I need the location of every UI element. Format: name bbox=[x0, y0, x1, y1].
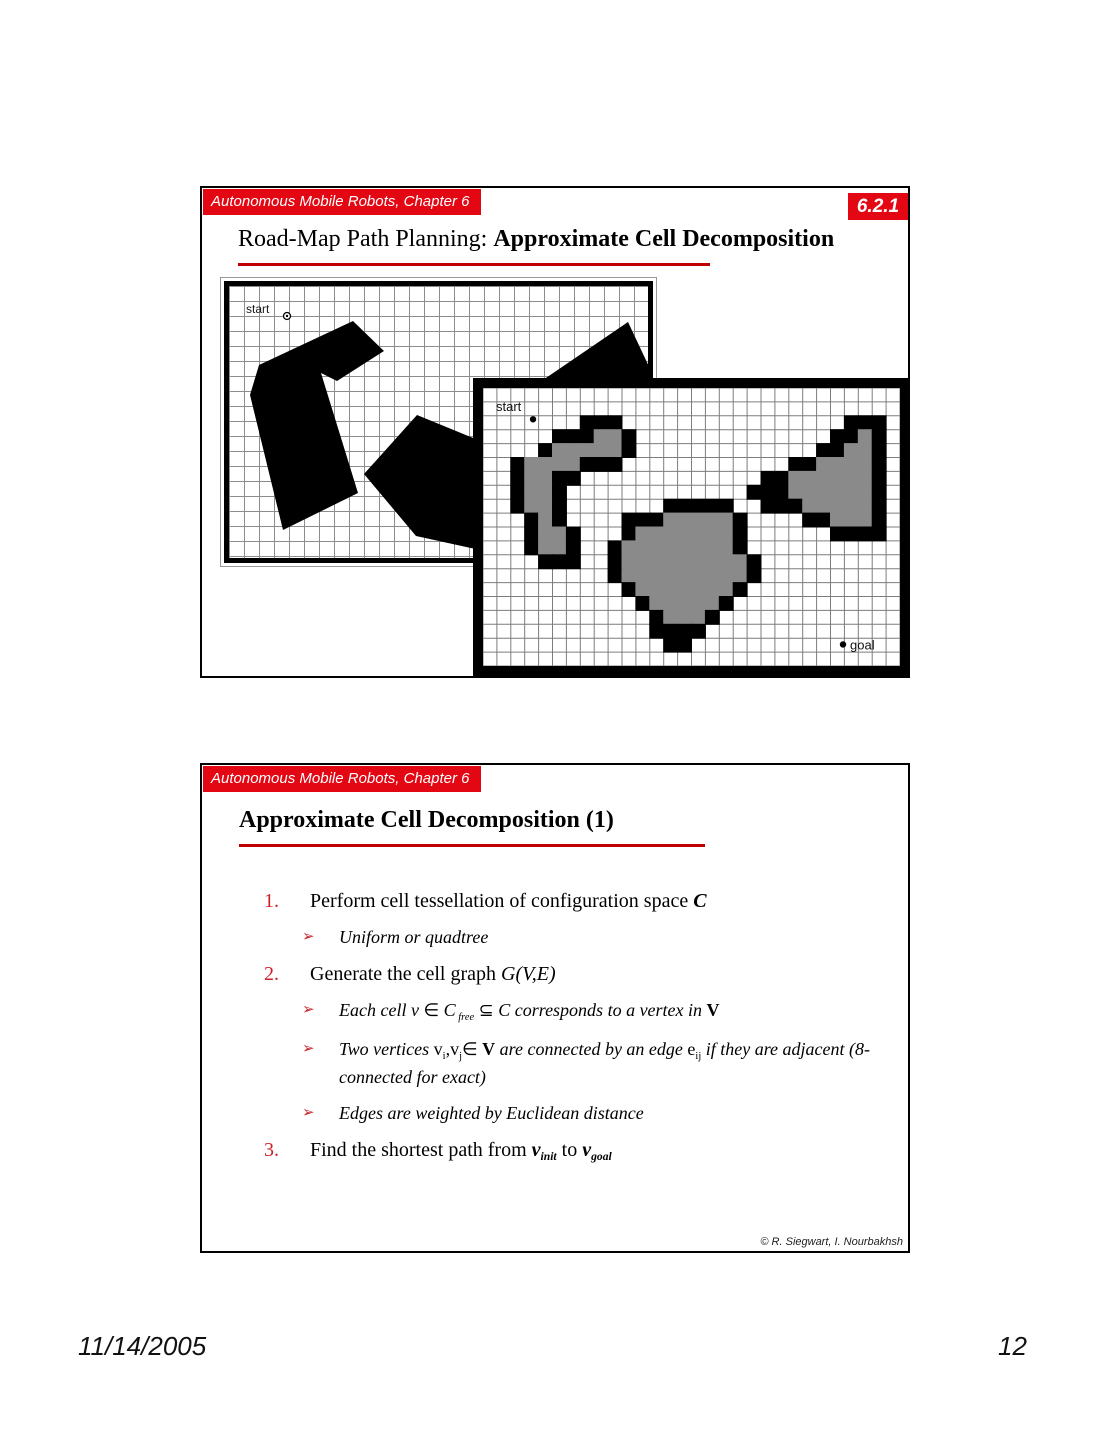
sub-bullet-item bbox=[264, 1101, 884, 1126]
bullet-arrow-icon: ➢ bbox=[302, 929, 315, 945]
numbered-item bbox=[264, 888, 884, 914]
title-underline bbox=[238, 263, 710, 266]
page-number: 12 bbox=[998, 1331, 1027, 1361]
title-bold-part: Approximate Cell Decomposition bbox=[493, 226, 835, 252]
numbered-item bbox=[264, 961, 884, 987]
bullet-arrow-icon: ➢ bbox=[302, 1105, 315, 1121]
figure-grid-decomposition bbox=[473, 378, 910, 676]
item-number: 3. bbox=[264, 1139, 279, 1161]
copyright: © R. Siegwart, I. Nourbakhsh bbox=[760, 1236, 903, 1248]
bullet-arrow-icon: ➢ bbox=[302, 1002, 315, 1018]
footer-date: 11/14/2005 bbox=[78, 1331, 207, 1361]
goal-marker bbox=[840, 641, 846, 647]
item-text: Edges are weighted by Euclidean distance bbox=[339, 1103, 644, 1123]
section-badge: 6.2.1 bbox=[848, 193, 908, 220]
item-text: Uniform or quadtree bbox=[339, 927, 489, 947]
item-number: 1. bbox=[264, 890, 279, 912]
chapter-badge: Autonomous Mobile Robots, Chapter 6 bbox=[203, 766, 481, 792]
title-regular-part: Road-Map Path Planning: bbox=[238, 226, 494, 252]
slide-1 bbox=[200, 186, 910, 678]
numbered-item bbox=[264, 1137, 884, 1166]
start-label: start bbox=[246, 302, 270, 316]
item-text: Find the shortest path from $v_{init}$ to $v_{goal}$ bbox=[310, 1139, 612, 1164]
slide-1-title bbox=[238, 226, 834, 253]
chapter-badge: Autonomous Mobile Robots, Chapter 6 bbox=[203, 189, 481, 215]
start-marker bbox=[530, 416, 536, 422]
item-number: 2. bbox=[264, 963, 279, 985]
goal-label: goal bbox=[850, 637, 875, 653]
item-text: Perform cell tessellation of configuration space C bbox=[310, 890, 707, 912]
slide-2 bbox=[200, 763, 910, 1253]
sub-bullet-item bbox=[264, 925, 884, 950]
item-text: Generate the cell graph G(V,E) bbox=[310, 963, 556, 985]
bullet-arrow-icon: ➢ bbox=[302, 1041, 315, 1057]
sub-bullet-item bbox=[264, 1037, 884, 1090]
item-text: Each cell v ∈ C $_{free}$ ⊆ C corresponds to a vertex in V bbox=[339, 1000, 720, 1023]
title-underline bbox=[239, 844, 705, 847]
numbered-list bbox=[264, 888, 884, 1166]
sub-bullet-item bbox=[264, 998, 884, 1026]
slide-2-title: Approximate Cell Decomposition (1) bbox=[239, 807, 614, 833]
start-label: start bbox=[496, 399, 522, 414]
item-text: Two vertices $v_i,v_j\in$ V are connected by an edge $e_{ij}$ if they are adjacent (8-connected for exact) bbox=[339, 1039, 871, 1087]
